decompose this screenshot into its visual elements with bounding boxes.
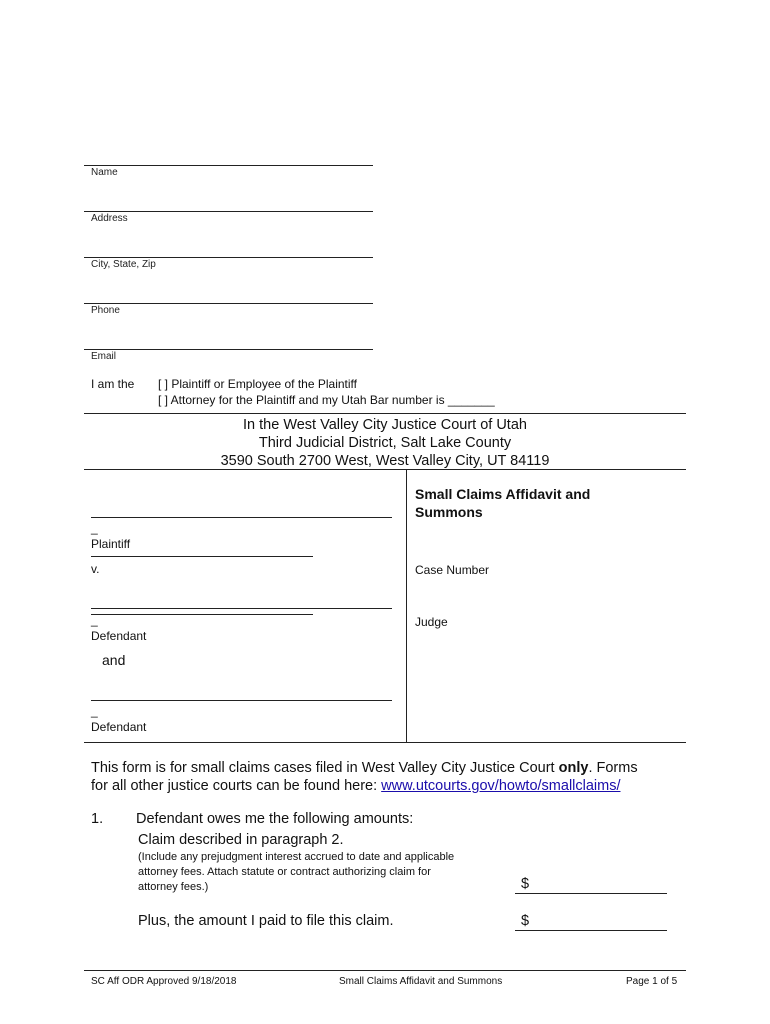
- court-bottom-rule: [84, 469, 686, 470]
- address-label: Address: [91, 213, 128, 224]
- defendant2-line[interactable]: [91, 700, 392, 701]
- phone-line[interactable]: [84, 303, 373, 304]
- footer-page-number: Page 1 of 5: [626, 976, 678, 987]
- claim-dollar-sign: $: [521, 876, 530, 892]
- email-line[interactable]: [84, 349, 373, 350]
- name-line[interactable]: [84, 165, 373, 166]
- smallclaims-link[interactable]: www.utcourts.gov/howto/smallclaims/: [381, 778, 621, 794]
- city-state-zip-label: City, State, Zip: [91, 259, 156, 270]
- plaintiff-underscore: _: [91, 521, 98, 535]
- court-top-rule: [84, 413, 686, 414]
- and-label: and: [102, 652, 126, 668]
- email-label: Email: [91, 351, 117, 362]
- name-label: Name: [91, 167, 118, 178]
- defendant1-line[interactable]: [91, 608, 392, 609]
- item1-heading: Defendant owes me the following amounts:: [136, 811, 414, 827]
- claim-note-2: attorney fees. Attach statute or contract authorizing claim for: [138, 866, 431, 878]
- defendant1-underscore: _: [91, 613, 98, 627]
- plaintiff-label: Plaintiff: [91, 537, 131, 551]
- defendant2-underscore: _: [91, 704, 98, 718]
- plaintiff-underline: [91, 556, 313, 557]
- judge-label: Judge: [415, 615, 448, 629]
- footer-rule: [84, 970, 686, 971]
- plaintiff-line[interactable]: [91, 517, 392, 518]
- address-line[interactable]: [84, 211, 373, 212]
- filing-fee-label: Plus, the amount I paid to file this claim.: [138, 913, 394, 929]
- caption-bottom-rule: [84, 742, 686, 743]
- footer-title: Small Claims Affidavit and Summons: [339, 976, 503, 987]
- case-number-label: Case Number: [415, 563, 490, 577]
- notice-only: only: [558, 760, 589, 776]
- defendant1-label: Defendant: [91, 629, 147, 643]
- defendant1-underline: [91, 614, 313, 615]
- claim-amount-line[interactable]: [515, 893, 667, 894]
- court-name: In the West Valley City Justice Court of Utah: [243, 417, 527, 433]
- claim-label: Claim described in paragraph 2.: [138, 832, 344, 848]
- role-intro: I am the: [91, 377, 135, 391]
- filing-fee-amount-line[interactable]: [515, 930, 667, 931]
- notice-paragraph: [91, 759, 681, 795]
- footer-form-id: SC Aff ODR Approved 9/18/2018: [91, 976, 237, 987]
- claim-note-3: attorney fees.): [138, 881, 209, 893]
- role-option-plaintiff[interactable]: [ ] Plaintiff or Employee of the Plaintiff: [158, 377, 357, 391]
- court-address: 3590 South 2700 West, West Valley City, UT 84119: [220, 453, 550, 469]
- caption-divider: [406, 470, 407, 742]
- filing-fee-dollar-sign: $: [521, 913, 530, 929]
- form-title-line2: Summons: [415, 504, 483, 520]
- notice-text-2: . Forms: [588, 760, 638, 776]
- phone-label: Phone: [91, 305, 120, 316]
- notice-text-1: This form is for small claims cases filed in West Valley City Justice Court: [91, 760, 559, 776]
- defendant2-label: Defendant: [91, 720, 147, 734]
- form-title-line1: Small Claims Affidavit and: [415, 486, 591, 502]
- city-state-zip-line[interactable]: [84, 257, 373, 258]
- item1-number: 1.: [91, 811, 104, 827]
- role-option-attorney[interactable]: [ ] Attorney for the Plaintiff and my Utah Bar number is _______: [158, 393, 495, 407]
- notice-text-3: for all other justice courts can be found here:: [91, 778, 382, 794]
- versus-label: v.: [91, 562, 100, 576]
- court-district: Third Judicial District, Salt Lake County: [258, 435, 512, 451]
- claim-note-1: (Include any prejudgment interest accrued to date and applicable: [138, 851, 455, 863]
